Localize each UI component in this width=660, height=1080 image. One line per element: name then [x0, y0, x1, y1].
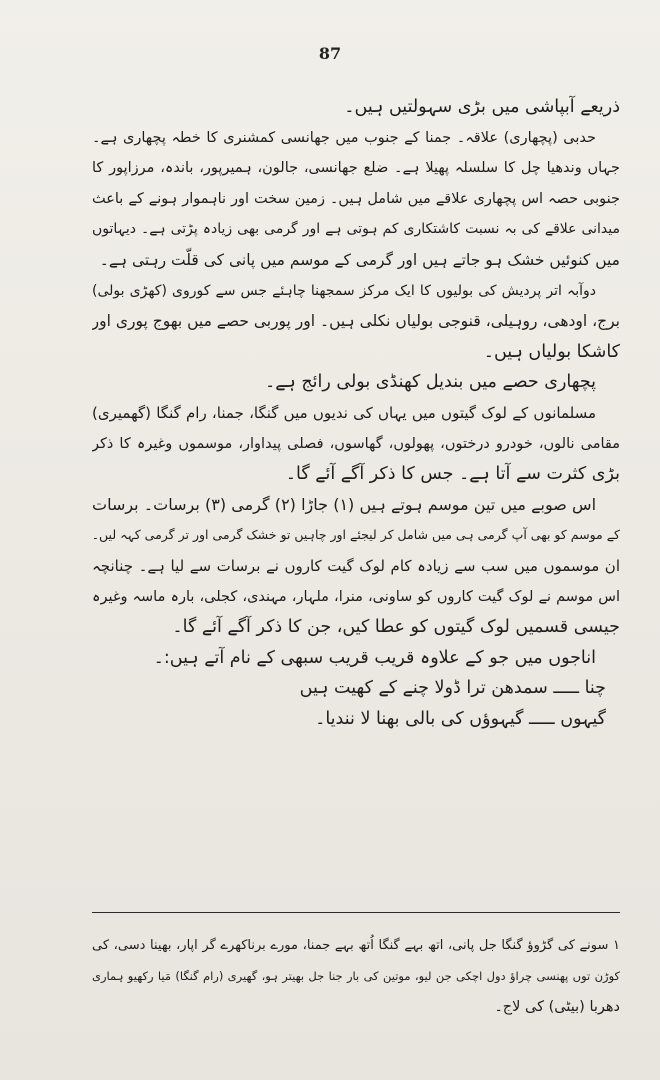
page-number: 87 — [318, 44, 342, 63]
text-line: ان موسموں میں سب سے زیادہ کام لوک گیت کاروں نے برسات سے لیا ہے۔ چنانچہ — [92, 556, 620, 575]
verse-line: گیہوں ـــــ گیہوؤں کی بالی بھنا لا نندیا۔ — [315, 708, 606, 729]
text-line: ذریعے آبپاشی میں بڑی سہولتیں ہیں۔ — [344, 97, 620, 117]
text-line: پچھاری حصے میں بندیل کھنڈی بولی رائج ہے۔ — [265, 372, 596, 393]
text-line: دوآبہ اتر پردیش کی بولیوں کا ایک مرکز سمجھنا چاہئے جس سے کوروی (کھڑی بولی) — [92, 282, 596, 299]
footnote-line: کوڑن توں پھنسی چراؤ دول اچکی جن لیو، موتین کی بار جنا جل بھیتر ہو، گھیری (رام گنگا) مَیا رکھیو ہماری — [92, 969, 620, 983]
text-line: اس صوبے میں تین موسم ہوتے ہیں (۱) جاڑا (۲) گرمی (۳) برسات۔ برسات — [92, 494, 597, 514]
text-line: کاشکا بولیاں ہیں۔ — [483, 341, 620, 362]
text-line: جہاں وندھیا چل کا سلسلہ پھیلا ہے۔ ضلع جھانسی، جالون، ہمیرپور، باندہ، مرزاپور کا — [92, 160, 620, 177]
text-line: حدبی (پچھاری) علاقہ۔ جمنا کے جنوب میں جھانسی کمشنری کا خطہ پچھاری ہے۔ — [92, 129, 596, 146]
text-line: میدانی علاقے کی بہ نسبت کاشتکاری کم ہوتی ہے اور گرمی بھی زیادہ پڑتی ہے۔ دیہاتوں — [92, 221, 620, 238]
footnote-divider — [92, 912, 620, 913]
page-body — [92, 92, 620, 734]
text-line: کے موسم کو بھی آپ گرمی ہی میں شامل کر لیجئے اور چاہیں تو خشک گرمی اور تر گرمی کہہ لیں۔ — [92, 527, 620, 543]
text-line: جنوبی حصہ اس پچھاری علاقے میں شامل ہیں۔ زمین سخت اور ناہموار ہونے کے باعث — [92, 190, 620, 207]
text-line: اس موسم نے لوک گیت کاروں کو ساونی، منرا، ملہار، مہندی، کجلی، بارہ ماسہ وغیرہ — [92, 588, 620, 605]
footnote-line: ۱ سونے کی گڑوؤ گنگا جل پانی، اتھ بہے گنگا اُتھ بہے جمنا، مورے برناکھرے گر اپار، بھینا دسی، کی — [92, 938, 620, 953]
footnotes — [92, 930, 620, 1023]
footnote-line: دھربا (بیٹی) کی لاج۔ — [494, 999, 620, 1015]
text-line: بڑی کثرت سے آتا ہے۔ جس کا ذکر آگے آئے گا۔ — [285, 464, 620, 485]
text-line: مسلمانوں کے لوک گیتوں میں یہاں کی ندیوں میں گنگا، جمنا، رام گنگا (گھمیری) — [92, 403, 596, 422]
verse-line: چنا ـــــ سمدھن ترا ڈولا چنے کے کھیت ہیں — [299, 678, 606, 699]
text-line: مقامی نالوں، خودرو درختوں، پھولوں، گھاسوں، فصلی پیداوار، موسموں وغیرہ کا ذکر — [92, 435, 620, 452]
text-line: برج، اودھی، روہیلی، قنوجی بولیاں نکلی ہیں۔ اور پوربی حصے میں بھوج پوری اور — [92, 312, 620, 331]
text-line: جیسی قسمیں لوک گیتوں کو عطا کیں، جن کا ذکر آگے آئے گا۔ — [172, 617, 620, 638]
text-line: میں کنوئیں خشک ہو جاتے ہیں اور گرمی کے موسم میں پانی کی قلّت رہتی ہے۔ — [99, 250, 620, 269]
text-line: اناجوں میں جو کے علاوہ قریب قریب سبھی کے نام آتے ہیں:۔ — [153, 647, 596, 668]
